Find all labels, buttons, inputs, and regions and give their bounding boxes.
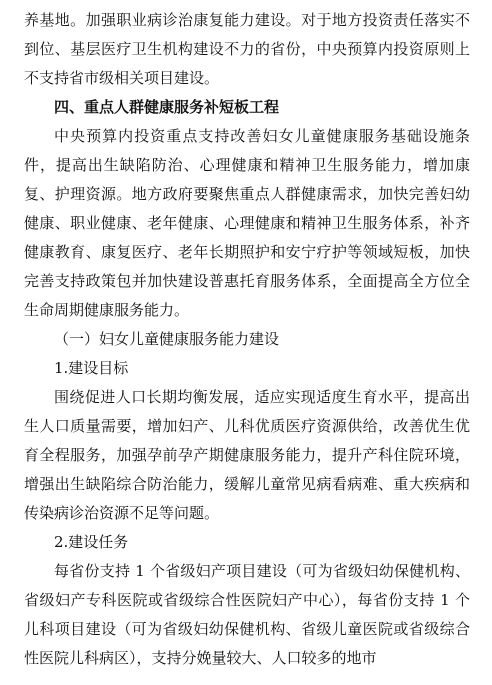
section-4-body: 中央预算内投资重点支持改善妇女儿童健康服务基础设施条件，提高出生缺陷防治、心理健康和精神卫生服务能力，增加康复、护理资源。地方政府要聚焦重点人群健康需求，加快完善妇幼健康、职业健康、老年健康、心理健康和精神卫生服务体系，补齐健康教育、康复医疗、老年长期照护和安宁疗护等领域短板，加快完善支持政策包并加快建设普惠托育服务体系，全面提高全方位全生命周期健康服务能力。 xyxy=(24,127,470,319)
task-heading: 2.建设任务 xyxy=(54,533,129,551)
task-body: 每省份支持 1 个省级妇产项目建设（可为省级妇幼保健机构、省级妇产专科医院或省级综合性医院妇产中心），每省份支持 1 个儿科项目建设（可为省级妇幼保健机构、省级儿童医院或省级综合性医院儿科病区），支持分娩量较大、人口较多的地市 xyxy=(24,562,470,667)
goal-heading: 1.建设目标 xyxy=(54,359,129,377)
intro-paragraph: 养基地。加强职业病诊治康复能力建设。对于地方投资责任落实不到位、基层医疗卫生机构建设不力的省份，中央预算内投资原则上不支持省市级相关项目建设。 xyxy=(24,11,470,87)
subsection-1-heading: （一）妇女儿童健康服务能力建设 xyxy=(54,330,280,348)
section-4-heading: 四、重点人群健康服务补短板工程 xyxy=(54,98,280,116)
goal-body: 围绕促进人口长期均衡发展，适应实现适度生育水平，提高出生人口质量需要，增加妇产、儿科优质医疗资源供给，改善优生优育全程服务，加强孕前孕产期健康服务能力，提升产科住院环境，增强出生缺陷综合防治能力，缓解儿童常见病看病难、重大疾病和传染病诊治资源不足等问题。 xyxy=(24,388,470,522)
